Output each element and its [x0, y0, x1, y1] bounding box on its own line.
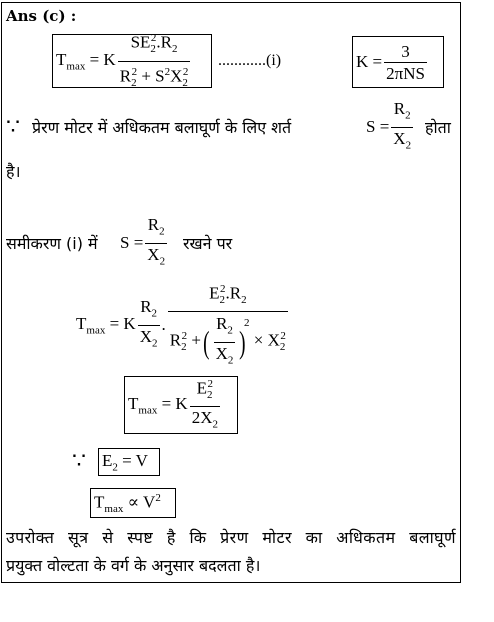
- samikaran-text: समीकरण (i) में: [6, 234, 98, 253]
- condition-equation: S = $\frac{R_2}{X_2}$: [366, 102, 415, 152]
- condition-text: प्रेरण मोटर में अधिकतम बलाघूर्ण के लिए शर्त: [32, 118, 292, 137]
- equation-number-label: ............(i): [218, 52, 282, 69]
- simplified-tmax-equation: $T_{max} = K$ $\frac{E_2^2}{2X_2}$: [128, 379, 222, 431]
- rakhne-par-text: रखने पर: [183, 234, 233, 253]
- because-symbol-2: ∵: [72, 448, 86, 473]
- substituted-tmax-equation: $T_{max} = K$ $\frac{R_2}{X_2}$ . $E_2^2.R_2$ $R_2^2$ + ( $\frac{R_2}{X_2}$ ) 2 × $X_2^2$: [76, 280, 290, 370]
- e2-equals-v-equation: $E_2 = V$: [102, 451, 148, 474]
- conclusion-line-2: प्रयुक्त वोल्टता के वर्ग के अनुसार बदलता है।: [6, 556, 261, 575]
- tmax-equation: $T_{max} = K$ $\frac{SE_2^2.R_2}{R_2^2 + S^2X_2^2}$: [56, 36, 192, 86]
- tmax-proportional-equation: $T_{max} \propto V^2$: [94, 492, 161, 516]
- because-symbol: ∵: [6, 114, 20, 139]
- answer-label: Ans (c) :: [6, 7, 77, 25]
- hota-text: होता: [425, 118, 451, 137]
- k-equation: K = $\frac{3}{\text{2πNS}}$: [356, 41, 425, 83]
- substitution-equation: S = $\frac{R_2}{X_2}$: [120, 218, 169, 268]
- hai-text: है।: [6, 162, 21, 181]
- conclusion-line-1: उपरोक्त सूत्र से स्पष्ट है कि प्रेरण मोटर का अधिकतम बलाघूर्ण: [6, 528, 456, 547]
